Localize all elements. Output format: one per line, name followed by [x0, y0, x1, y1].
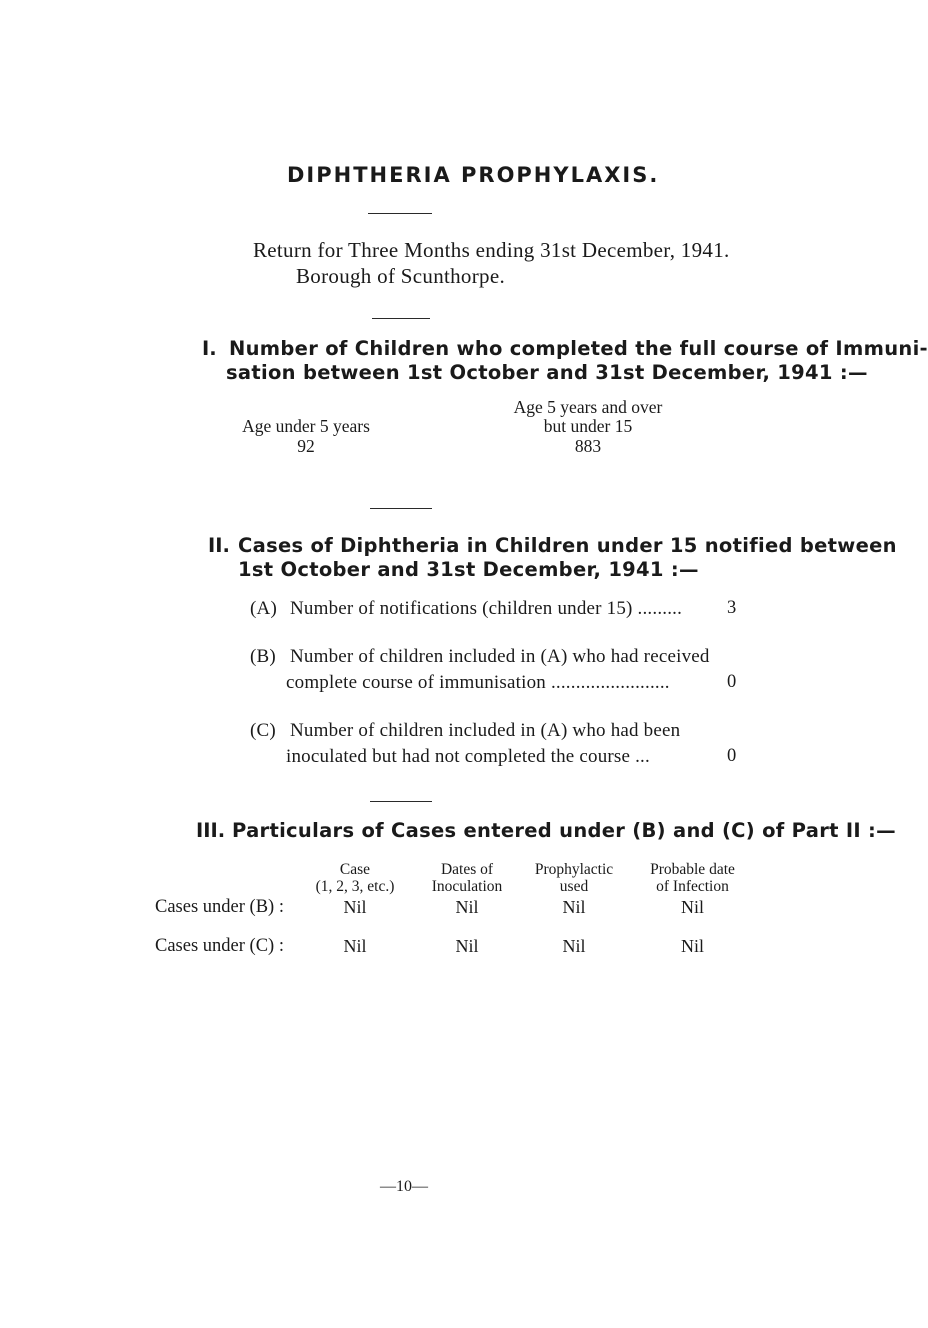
section-2-number: II.	[208, 534, 230, 557]
table-cell: Nil	[455, 936, 479, 956]
age-under-5-label: Age under 5 years	[242, 416, 370, 436]
col-header-case-line1: Case	[339, 861, 371, 878]
section-2-heading-cont: 1st October and 31st December, 1941 :—	[238, 558, 699, 581]
col-header-infection-line2: of Infection	[656, 878, 729, 895]
section-1-number: I.	[202, 337, 217, 360]
col-header-prophylactic	[514, 861, 634, 895]
item-c-value: 0	[727, 746, 737, 766]
divider	[368, 213, 432, 214]
age-5-to-15-value: 883	[574, 436, 602, 456]
item-c-label: (C)	[250, 720, 276, 741]
col-header-case	[300, 861, 410, 895]
item-a-value: 3	[727, 598, 737, 618]
col-header-prophylactic-line1: Prophylactic	[534, 861, 614, 878]
page-title: DIPHTHERIA PROPHYLAXIS.	[287, 163, 660, 187]
age-5-to-15-label-cont: but under 15	[543, 416, 633, 436]
item-b-text-cont: complete course of immunisation ........................	[286, 672, 670, 693]
divider	[372, 318, 430, 319]
table-cell: Nil	[343, 897, 367, 917]
col-header-dates	[412, 861, 522, 895]
return-line: Return for Three Months ending 31st December, 1941.	[253, 238, 730, 262]
divider	[370, 508, 432, 509]
divider	[370, 801, 432, 802]
age-5-to-15-label: Age 5 years and over	[513, 397, 663, 417]
table-cell: Nil	[343, 936, 367, 956]
section-3-heading: Particulars of Cases entered under (B) and (C) of Part II :—	[232, 819, 896, 842]
col-header-case-line2: (1, 2, 3, etc.)	[315, 878, 395, 895]
col-header-infection	[630, 861, 755, 895]
table-cell: Nil	[562, 897, 586, 917]
col-header-dates-line2: Inoculation	[431, 878, 503, 895]
borough-line: Borough of Scunthorpe.	[296, 264, 505, 288]
item-a-label: (A)	[250, 598, 277, 619]
section-1-heading: Number of Children who completed the full course of Immuni-	[229, 337, 928, 360]
age-under-5-value: 92	[297, 436, 315, 456]
section-2-heading: Cases of Diphtheria in Children under 15 notified between	[238, 534, 897, 557]
table-cell: Nil	[680, 936, 704, 956]
col-header-infection-line1: Probable date	[650, 861, 735, 878]
item-b-text: Number of children included in (A) who had received	[290, 646, 710, 667]
table-cell: Nil	[680, 897, 704, 917]
page-number: —10—	[380, 1178, 428, 1195]
item-a-text: Number of notifications (children under 15) .........	[290, 598, 683, 619]
table-cell: Nil	[562, 936, 586, 956]
item-c-text-cont: inoculated but had not completed the course ...	[286, 746, 650, 767]
row-label-c: Cases under (C) :	[155, 936, 284, 956]
item-c-text: Number of children included in (A) who had been	[290, 720, 681, 741]
section-1-heading-cont: sation between 1st October and 31st December, 1941 :—	[226, 361, 868, 384]
section-3-number: III.	[196, 819, 226, 842]
table-cell: Nil	[455, 897, 479, 917]
col-header-prophylactic-line2: used	[559, 878, 589, 895]
col-header-dates-line1: Dates of	[440, 861, 494, 878]
item-b-value: 0	[727, 672, 737, 692]
row-label-b: Cases under (B) :	[155, 897, 284, 917]
item-b-label: (B)	[250, 646, 276, 667]
